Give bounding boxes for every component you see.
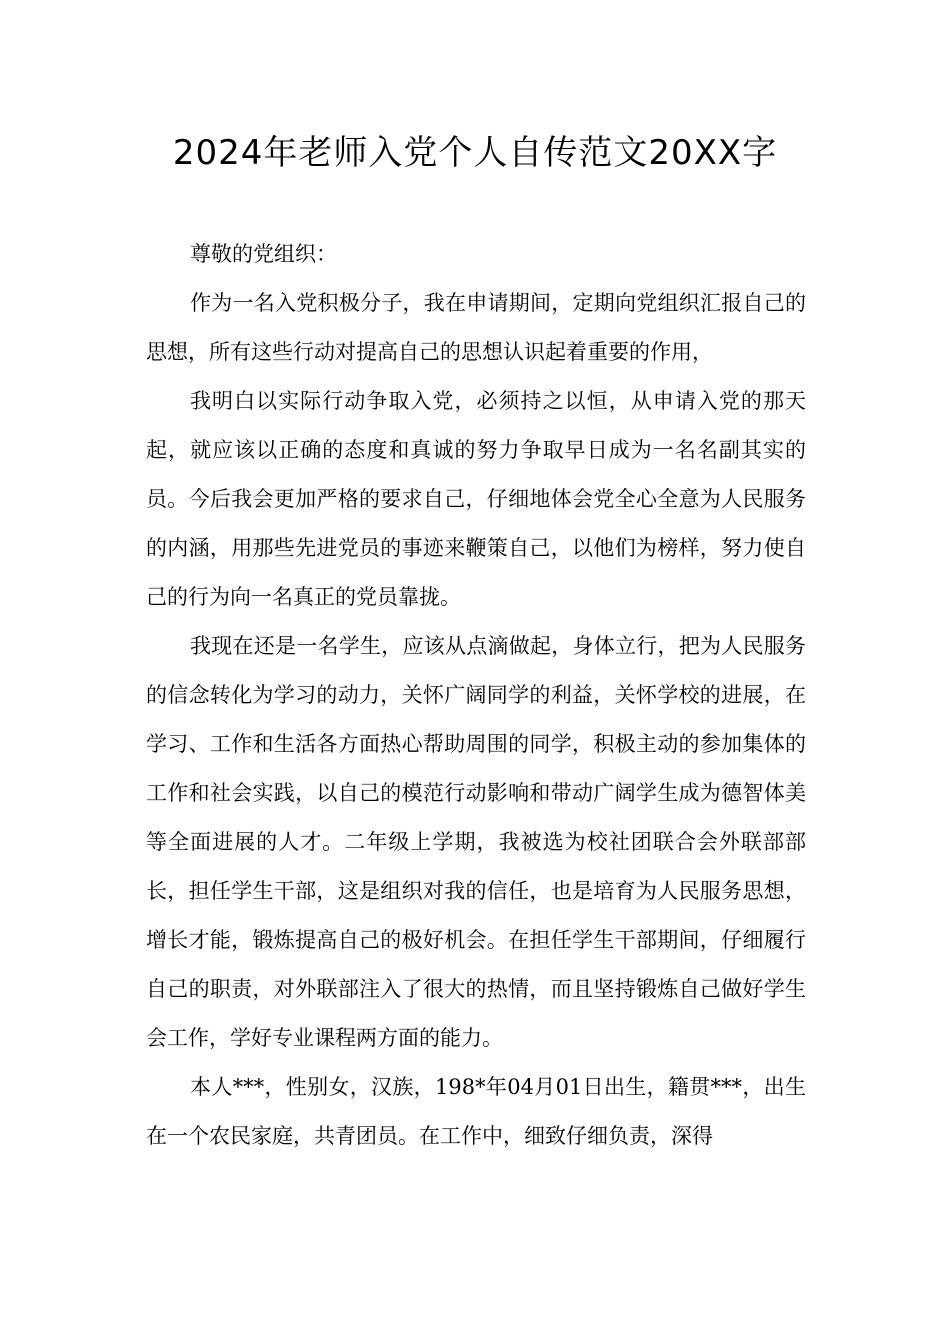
document-title: 2024年老师入党个人自传范文20XX字 <box>172 133 778 173</box>
paragraph-3: 我现在还是一名学生，应该从点滴做起，身体立行，把为人民服务的信念转化为学习的动力，关怀广阔同学的利益，关怀学校的进展，在学习、工作和生活各方面热心帮助周围的同学，积极主动的参加集体的工作和社会实践，以自己的模范行动影响和带动广阔学生成为德智体美等全面进展的人才。二年级上学期，我被选为校社团联合会外联部部长，担任学生干部，这是组织对我的信任，也是培育为人民服务思想，增长才能，锻炼提高自己的极好机会。在担任学生干部期间，仔细履行自己的职责，对外联部注入了很大的热情，而且坚持锻炼自己做好学生会工作，学好专业课程两方面的能力。 <box>146 634 806 1050</box>
document-body <box>146 230 806 1161</box>
paragraph-salutation: 尊敬的党组织： <box>190 242 337 266</box>
paragraph-2: 我明白以实际行动争取入党，必须持之以恒，从申请入党的那天起，就应该以正确的态度和真诚的努力争取早日成为一名名副其实的员。今后我会更加严格的要求自己，仔细地体会党全心全意为人民服务的内涵，用那些先进党员的事迹来鞭策自己，以他们为榜样，努力使自己的行为向一名真正的党员靠拢。 <box>146 389 806 609</box>
paragraph-4: 本人***，性别女，汉族，198*年04月01日出生，籍贯***，出生在一个农民家庭，共青团员。在工作中，细致仔细负责，深得 <box>146 1075 806 1148</box>
paragraph-1: 作为一名入党积极分子，我在申请期间，定期向党组织汇报自己的思想，所有这些行动对提高自己的思想认识起着重要的作用， <box>146 291 806 364</box>
